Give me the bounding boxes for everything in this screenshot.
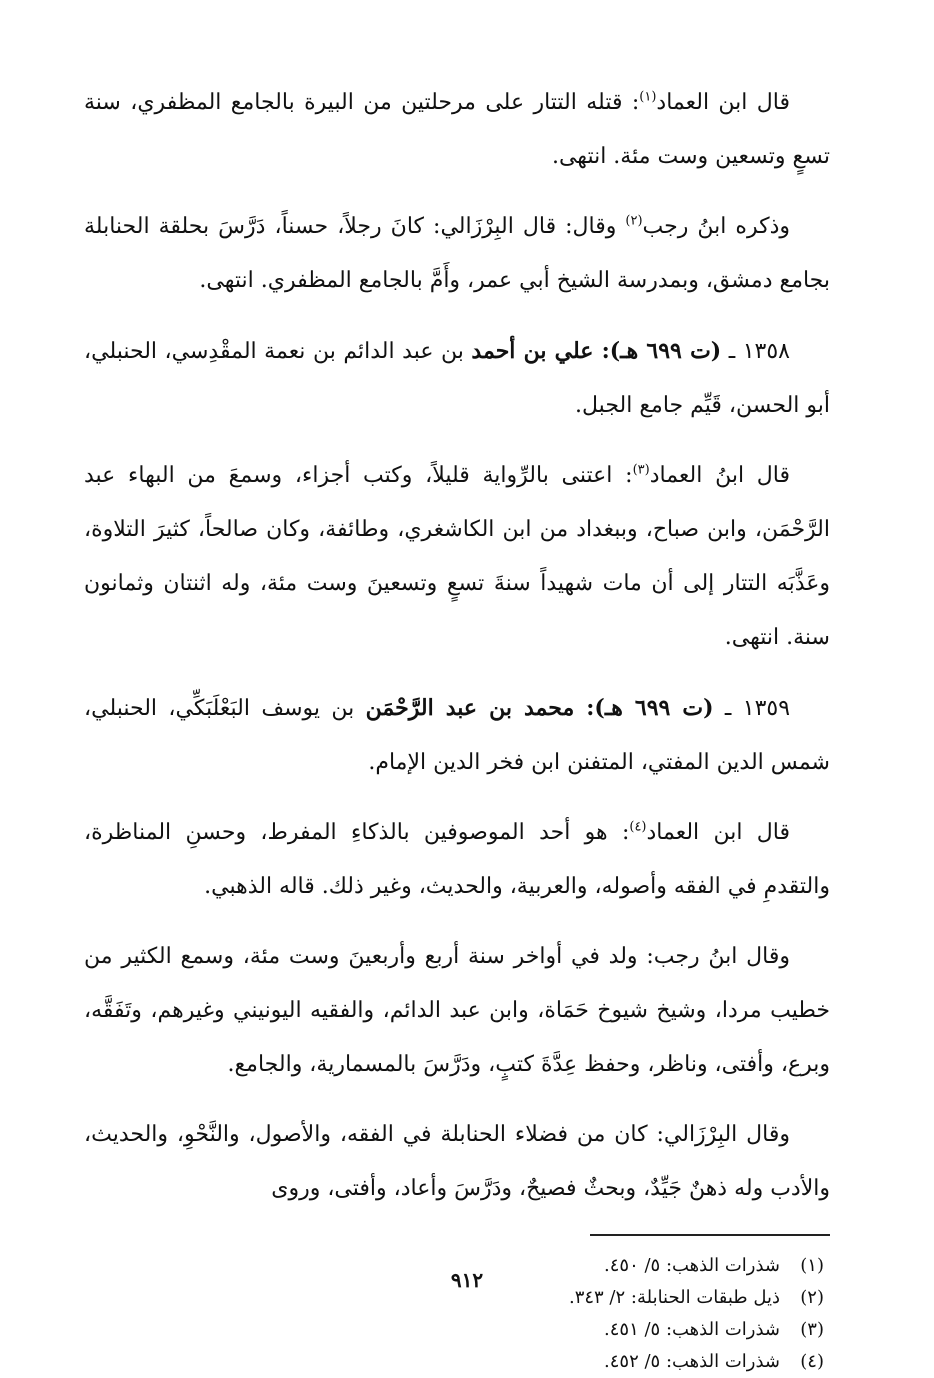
footnote-ref-3[interactable]: (٣)	[632, 462, 650, 478]
footnote-text: شذرات الذهب: ٥/ ٤٥٠.	[604, 1255, 780, 1276]
text-run: : اعتنى بالرِّواية قليلاً، وكتب أجزاء، وسمعَ من البهاء عبد الرَّحْمَن، وابن صباح، وببغداد من ابن الكاشغري، وطائفة، وكان صالحاً، كثيرَ التلاوة، وعَذَّبَه التتار إلى أن مات شهيداً سنةَ تسعٍ وتسعينَ وست مئة، وله اثنتان وثمانون سنة. انتهى.	[84, 463, 830, 650]
paragraph-6	[84, 806, 830, 914]
footnote-3	[84, 1314, 830, 1346]
entry-1359-heading	[84, 681, 830, 790]
text-run: : هو أحد الموصوفين بالذكاءِ المفرط، وحسنِ المناظرة، والتقدمِ في الفقه وأصوله، والعربية، والحديث، وغير ذلك. قاله الذهبي.	[84, 820, 830, 899]
paragraph-8	[84, 1108, 830, 1216]
entry-1358-heading	[84, 324, 830, 433]
text-run: قال ابن العماد	[646, 820, 790, 845]
text-run: وقال البِرْزَالي: كان من فضلاء الحنابلة في الفقه، والأصول، والنَّحْوِ، والحديث، والأدب وله ذهنٌ جَيِّدٌ، وبحثٌ فصيحٌ، ودَرَّسَ وأعاد، وأفتى، وروى	[84, 1122, 830, 1201]
footnote-4	[84, 1346, 830, 1378]
footnote-separator	[590, 1234, 830, 1236]
text-run: : قتله التتار على مرحلتين من البيرة بالجامع المظفري، سنة تسعٍ وتسعين وست مئة. انتهى.	[84, 90, 830, 169]
footnote-text: شذرات الذهب: ٥/ ٤٥٢.	[604, 1351, 780, 1372]
text-run: بن يوسف البَعْلَبَكِّي، الحنبلي، شمس الدين المفتي، المتفنن ابن فخر الدين الإمام.	[84, 696, 830, 775]
text-run: وذكره ابنُ رجب	[642, 214, 790, 239]
paragraph-2	[84, 200, 830, 308]
footnote-ref-4[interactable]: (٤)	[629, 819, 647, 835]
text-run: قال ابنُ العماد	[649, 463, 790, 488]
entry-name: (ت ٦٩٩ هـ): علي بن أحمد	[471, 338, 722, 364]
footnote-number: (١)	[800, 1255, 824, 1276]
paragraph-7	[84, 930, 830, 1092]
footnote-number: (٢)	[800, 1287, 824, 1308]
text-run: وقال ابنُ رجب: ولد في أواخر سنة أربع وأربعينَ وست مئة، وسمع الكثير من خطيب مردا، وشيخ شيوخ حَمَاة، وابن عبد الدائم، والفقيه اليونيني وغيرهم، وتَفَقَّه، وبرع، وأفتى، وناظر، وحفظ عِدَّةَ كتبٍ، ودَرَّسَ بالمسمارية، والجامع.	[84, 944, 830, 1077]
footnote-ref-1[interactable]: (١)	[639, 89, 657, 105]
footnote-text: ذيل طبقات الحنابلة: ٢/ ٣٤٣.	[568, 1287, 780, 1308]
entry-name: (ت ٦٩٩ هـ): محمد بن عبد الرَّحْمَن	[365, 695, 714, 721]
text-run: وقال: قال البِرْزَالي: كانَ رجلاً، حسناً، دَرَّسَ بحلقة الحنابلة بجامع دمشق، وبمدرسة الشيخ أبي عمر، وأَمَّ بالجامع المظفري. انتهى.	[84, 214, 830, 293]
body-text	[84, 76, 830, 1216]
text-run: قال ابن العماد	[656, 90, 790, 115]
paragraph-4	[84, 449, 830, 665]
entry-number: ١٣٥٨ ـ	[721, 339, 790, 364]
footnote-number: (٣)	[800, 1319, 824, 1340]
paragraph-1	[84, 76, 830, 184]
text-run: بن عبد الدائم بن نعمة المقْدِسي، الحنبلي، أبو الحسن، قَيِّم جامع الجبل.	[84, 339, 830, 418]
footnote-text: شذرات الذهب: ٥/ ٤٥١.	[604, 1319, 780, 1340]
entry-number: ١٣٥٩ ـ	[713, 696, 791, 721]
footnote-number: (٤)	[800, 1351, 824, 1372]
page-number: ٩١٢	[450, 1268, 484, 1292]
footnote-ref-2[interactable]: (٢)	[625, 213, 643, 229]
